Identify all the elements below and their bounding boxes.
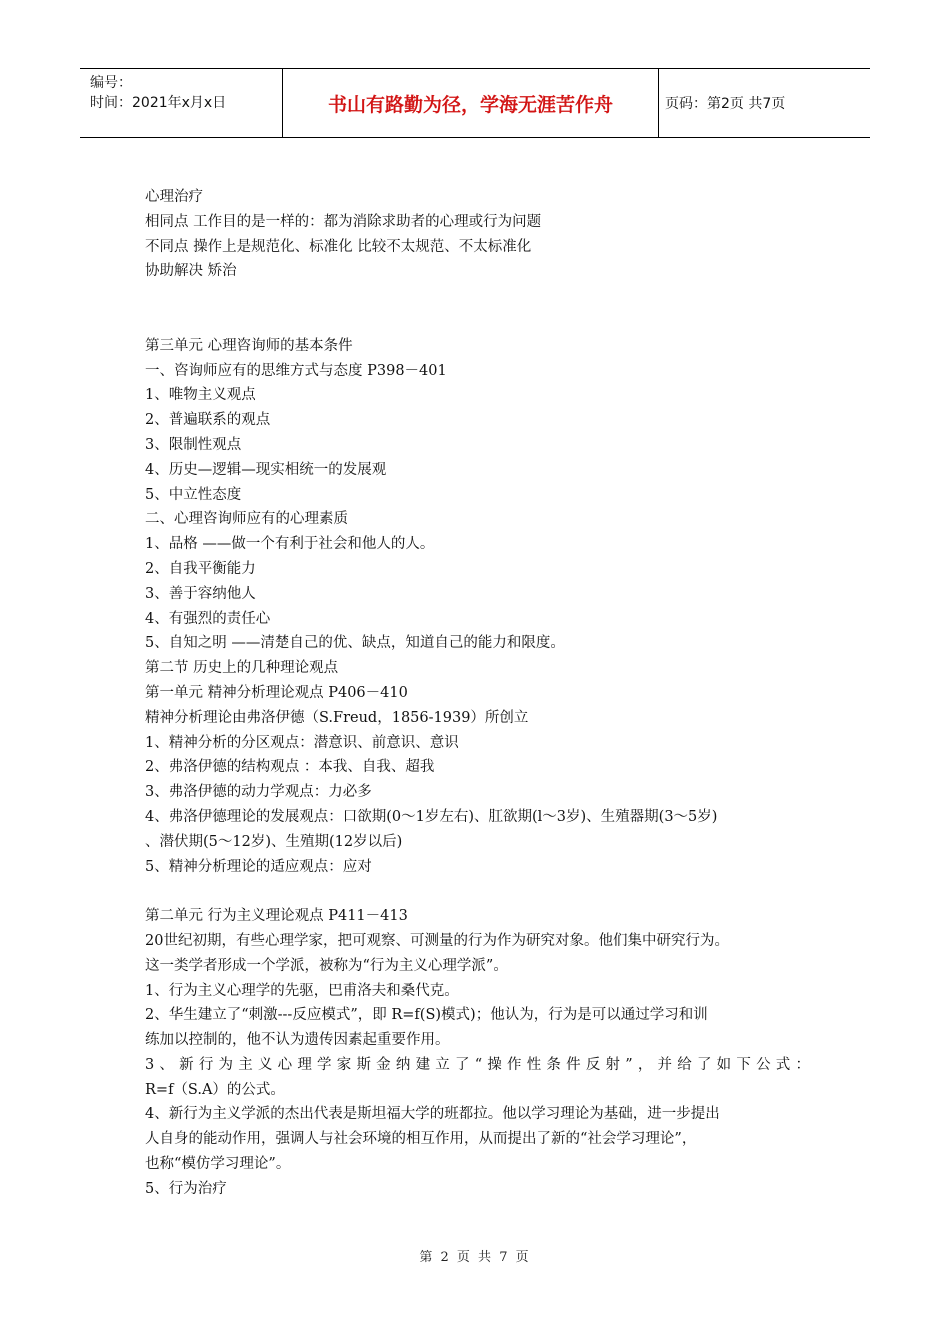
time-label: 时间：2021年x月x日 <box>90 95 227 111</box>
list-item: 2、普遍联系的观点 <box>145 412 271 429</box>
list-item: 5、自知之明 ——清楚自己的优、缺点，知道自己的能力和限度。 <box>145 635 565 652</box>
list-item: 3、弗洛伊德的动力学观点：力必多 <box>145 784 372 801</box>
text-line: 心理治疗 <box>145 189 203 205</box>
section-heading: 第二节 历史上的几种理论观点 <box>145 660 339 677</box>
list-item: 、潜伏期(5～12岁)、生殖期(12岁以后) <box>145 833 403 850</box>
list-item: 2、弗洛伊德的结构观点 ：本我、自我、超我 <box>145 759 435 776</box>
list-item: 3、善于容纳他人 <box>145 585 256 602</box>
text-line: 一、咨询师应有的思维方式与态度 P398－401 <box>145 362 447 379</box>
list-item: 3、新行为主义心理学家斯金纳建立了“操作性条件反射”，并给了如下公式： <box>145 1056 810 1073</box>
text-line: 这一类学者形成一个学派，被称为“行为主义心理学派”。 <box>145 957 508 974</box>
list-item: R=f（S.A）的公式。 <box>145 1081 285 1098</box>
list-item: 4、历史—逻辑—现实相统一的发展观 <box>145 461 387 478</box>
list-item: 2、自我平衡能力 <box>145 560 256 577</box>
text-line: 协助解决 矫治 <box>145 263 237 280</box>
text-line: 不同点 操作上是规范化、标准化 比较不太规范、不太标准化 <box>145 238 532 255</box>
header-meta <box>80 69 283 137</box>
list-item: 4、有强烈的责任心 <box>145 610 271 627</box>
list-item: 1、唯物主义观点 <box>145 387 256 404</box>
number-label: 编号： <box>90 75 132 91</box>
section-heading: 第三单元 心理咨询师的基本条件 <box>145 337 353 354</box>
list-item: 2、华生建立了“刺激---反应模式”，即 R=f(S)模式)；他认为，行为是可以通过学习和训 <box>145 1007 708 1024</box>
list-item: 4、弗洛伊德理论的发展观点：口欲期(0～1岁左右)、肛欲期(l～3岁)、生殖器期(3～5岁) <box>145 808 718 825</box>
section-heading: 第一单元 精神分析理论观点 P406－410 <box>145 684 408 701</box>
list-item: 1、品格 ——做一个有利于社会和他人的人。 <box>145 536 435 553</box>
text-line: 相同点 工作目的是一样的：都为消除求助者的心理或行为问题 <box>145 213 542 230</box>
text-line: 精神分析理论由弗洛伊德（S.Freud，1856-1939）所创立 <box>145 709 529 726</box>
list-item: 练加以控制的，他不认为遗传因素起重要作用。 <box>145 1032 450 1049</box>
header-table <box>80 68 870 138</box>
page-label: 页码：第2页 共7页 <box>665 96 786 112</box>
motto: 书山有路勤为径，学海无涯苦作舟 <box>283 69 659 137</box>
text-line: 二、心理咨询师应有的心理素质 <box>145 511 348 528</box>
list-item: 也称“模仿学习理论”。 <box>145 1156 291 1173</box>
list-item: 3、限制性观点 <box>145 436 242 453</box>
page-footer: 第 2 页 共 7 页 <box>419 1250 531 1265</box>
text-line: 20世纪初期，有些心理学家，把可观察、可测量的行为作为研究对象。他们集中研究行为。 <box>145 932 729 949</box>
list-item: 4、新行为主义学派的杰出代表是斯坦福大学的班都拉。他以学习理论为基础，进一步提出 <box>145 1106 720 1123</box>
document-body <box>145 185 810 1202</box>
list-item: 5、行为治疗 <box>145 1180 227 1197</box>
list-item: 人自身的能动作用，强调人与社会环境的相互作用，从而提出了新的“社会学习理论”， <box>145 1131 697 1148</box>
list-item: 5、精神分析理论的适应观点：应对 <box>145 858 372 875</box>
list-item: 1、精神分析的分区观点：潜意识、前意识、意识 <box>145 734 459 751</box>
section-heading: 第二单元 行为主义理论观点 P411－413 <box>145 908 408 925</box>
list-item: 1、行为主义心理学的先驱，巴甫洛夫和桑代克。 <box>145 982 459 999</box>
list-item: 5、中立性态度 <box>145 486 242 503</box>
